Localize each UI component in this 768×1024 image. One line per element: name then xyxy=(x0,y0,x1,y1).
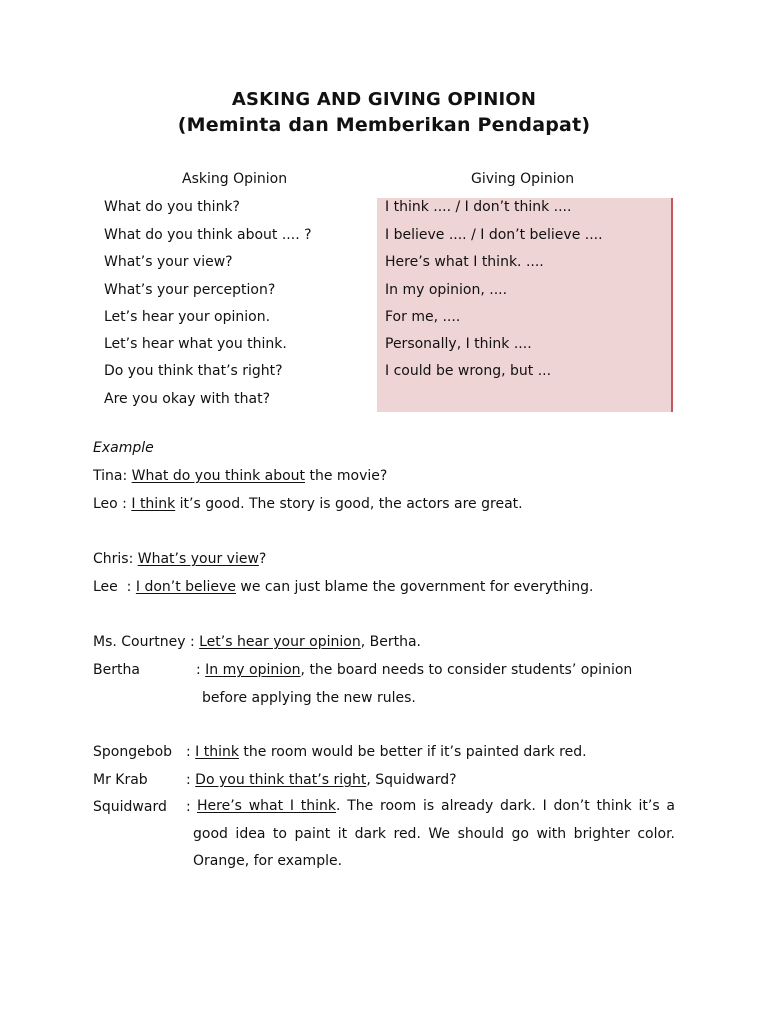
key-phrase: I think xyxy=(195,744,239,760)
dialog-text: , the board needs to consider students’ opinion xyxy=(300,662,633,678)
dialog-text: , Bertha. xyxy=(360,634,421,650)
dialog-text: we can just blame the government for everything. xyxy=(235,579,594,595)
key-phrase: What do you think about xyxy=(131,468,306,484)
asking-item: What’s your perception? xyxy=(104,282,276,298)
asking-item: What do you think about .... ? xyxy=(104,227,312,243)
colon: : xyxy=(186,799,191,815)
giving-item: I believe .... / I don’t believe .... xyxy=(385,227,603,243)
dialog-line-squidward xyxy=(193,793,675,876)
asking-item: What’s your view? xyxy=(104,254,233,270)
dialog-text: . The room is already dark. I don’t think it’s a good idea to paint it dark red. We should go with brighter color. Orange, for example. xyxy=(193,798,675,869)
giving-item: In my opinion, .... xyxy=(385,282,508,298)
key-phrase: Let’s hear your opinion xyxy=(199,634,361,650)
dialog-line-chris xyxy=(93,551,266,567)
giving-item: For me, .... xyxy=(385,309,461,325)
asking-item: Do you think that’s right? xyxy=(104,363,283,379)
key-phrase: What’s your view xyxy=(137,551,259,567)
asking-header: Asking Opinion xyxy=(182,171,288,187)
dialog-text: the movie? xyxy=(305,468,388,484)
dialog-line-bertha-continued: before applying the new rules. xyxy=(202,690,416,706)
dialog-text: ? xyxy=(258,551,267,567)
asking-item: What do you think? xyxy=(104,199,240,215)
key-phrase: I think xyxy=(131,496,176,512)
giving-item: I think .... / I don’t think .... xyxy=(385,199,572,215)
giving-item: Personally, I think .... xyxy=(385,336,532,352)
dialog-line-spongebob xyxy=(186,744,587,760)
dialog-line-mr-krab xyxy=(186,772,457,788)
dialog-line-leo xyxy=(93,496,523,512)
speaker-bertha: Bertha xyxy=(93,662,140,678)
speaker-name: Chris: xyxy=(93,551,138,567)
dialog-text: it’s good. The story is good, the actors are great. xyxy=(175,496,523,512)
asking-item: Are you okay with that? xyxy=(104,391,271,407)
speaker-mr-krab: Mr Krab xyxy=(93,772,148,788)
dialog-line-tina xyxy=(93,468,387,484)
page-subtitle: (Meminta dan Memberikan Pendapat) xyxy=(177,114,591,136)
dialog-text: , Squidward? xyxy=(366,772,457,788)
colon: : xyxy=(196,662,206,678)
giving-header: Giving Opinion xyxy=(471,171,575,187)
speaker-squidward: Squidward xyxy=(93,799,167,815)
speaker-spongebob: Spongebob xyxy=(93,744,173,760)
asking-item: Let’s hear what you think. xyxy=(104,336,287,352)
key-phrase: I don’t believe xyxy=(135,579,236,595)
colon: : xyxy=(186,772,196,788)
example-label: Example xyxy=(93,440,154,456)
speaker-name: Ms. Courtney : xyxy=(93,634,200,650)
dialog-line-courtney xyxy=(93,634,421,650)
colon: : xyxy=(186,744,196,760)
speaker-name: Tina: xyxy=(93,468,132,484)
dialog-line-bertha xyxy=(196,662,632,678)
dialog-text: the room would be better if it’s painted dark red. xyxy=(238,744,587,760)
speaker-name: Leo : xyxy=(93,496,132,512)
giving-item: I could be wrong, but ... xyxy=(385,363,552,379)
dialog-line-lee xyxy=(93,579,594,595)
key-phrase: Do you think that’s right xyxy=(195,772,367,788)
giving-item: Here’s what I think. .... xyxy=(385,254,544,270)
key-phrase: In my opinion xyxy=(205,662,301,678)
page-title: ASKING AND GIVING OPINION xyxy=(231,89,537,110)
speaker-name: Lee : xyxy=(93,579,136,595)
asking-item: Let’s hear your opinion. xyxy=(104,309,271,325)
key-phrase: Here’s what I think xyxy=(197,798,337,814)
